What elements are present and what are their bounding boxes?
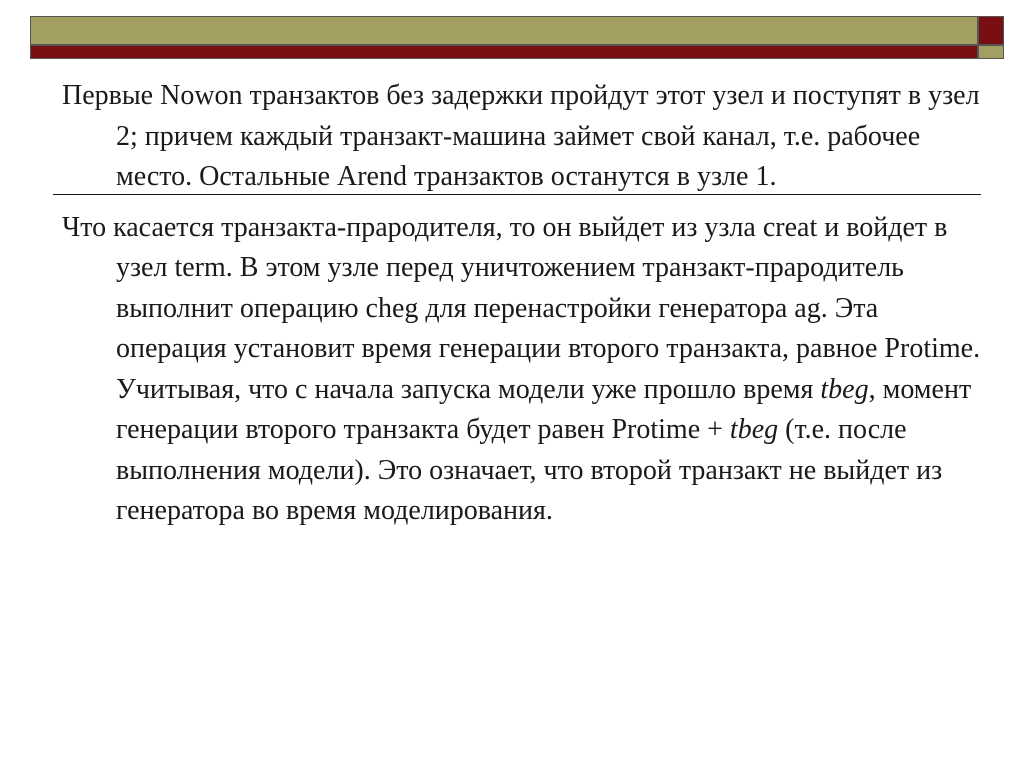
tbeg-term-2: tbeg <box>729 414 779 445</box>
paragraph-2-text-a: Что касается транзакта-прародителя, то он выйдет из узла creat и войдет в узел term. В этом узле перед уничтожением транзакт-прародитель выполнит операцию cheg для перенастройки генератора ag. Эта операция установит время генерации второго транзакта, равное Protime. Учитывая, что с начала запуска модели уже прошло время <box>62 211 981 405</box>
paragraph-1: Первые Nowon транзактов без задержки пройдут этот узел и поступят в узел 2; причем каждый транзакт-машина займет свой канал, т.е. рабочее место. Остальные Arend транзактов останутся в узле 1. <box>62 80 980 192</box>
paragraph-2 <box>62 208 982 532</box>
header-band-red <box>30 45 978 59</box>
paragraph-2-text-b: , момент генерации второго транзакта будет равен Protime + <box>116 373 972 445</box>
paragraph-2-text-c: (т.е. после выполнения модели). Это означает, что второй транзакт не выйдет из генератора во время моделирования. <box>116 414 943 526</box>
slide-body <box>62 76 982 542</box>
tbeg-term-1: tbeg <box>820 373 869 405</box>
header-band-olive <box>30 16 978 45</box>
corner-square-olive <box>978 45 1004 59</box>
corner-square-red <box>978 16 1004 45</box>
